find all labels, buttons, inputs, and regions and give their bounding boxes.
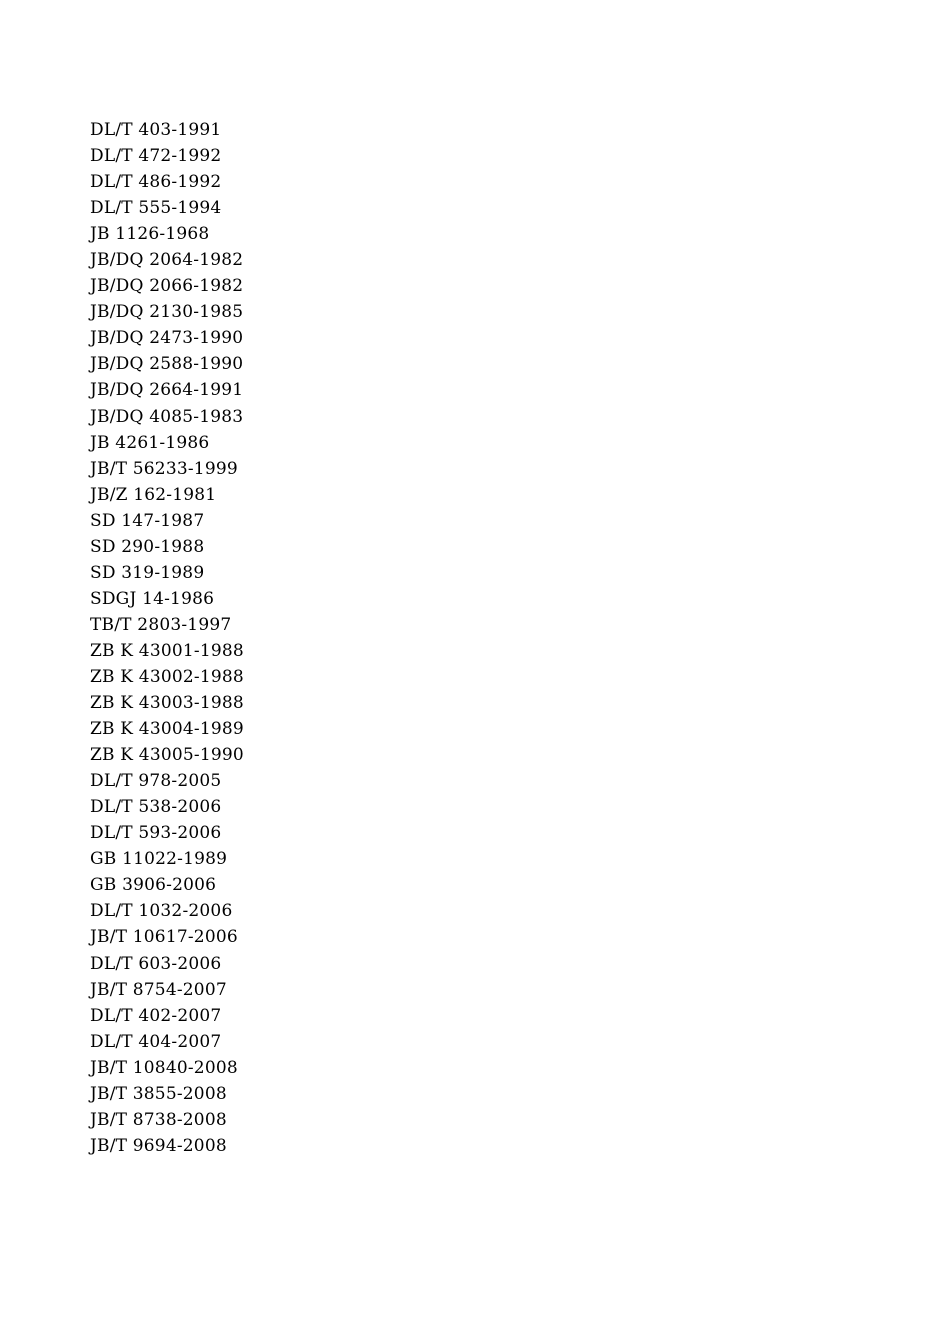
list-item: ZB K 43002-1988 (90, 666, 244, 687)
list-item: JB/DQ 2130-1985 (90, 302, 244, 323)
list-item: JB 1126-1968 (90, 224, 210, 245)
list-item: ZB K 43001-1988 (90, 640, 244, 661)
list-item: JB/T 10840-2008 (90, 1057, 238, 1078)
list-item: SD 290-1988 (90, 536, 205, 557)
list-item: JB/DQ 2664-1991 (90, 380, 244, 401)
list-item: DL/T 538-2006 (90, 797, 222, 818)
standard-code-list (90, 117, 244, 1159)
list-item: DL/T 402-2007 (90, 1005, 222, 1026)
list-item: SD 319-1989 (90, 562, 205, 583)
list-item: DL/T 472-1992 (90, 146, 222, 167)
list-item: JB 4261-1986 (90, 432, 210, 453)
list-item: JB/T 9694-2008 (90, 1135, 227, 1156)
list-item: JB/T 10617-2006 (90, 927, 238, 948)
list-item: DL/T 1032-2006 (90, 901, 233, 922)
list-item: JB/T 3855-2008 (90, 1083, 227, 1104)
list-item: DL/T 486-1992 (90, 172, 222, 193)
list-item: GB 11022-1989 (90, 849, 228, 870)
list-item: SD 147-1987 (90, 510, 205, 531)
list-item: TB/T 2803-1997 (90, 614, 232, 635)
list-item: DL/T 403-1991 (90, 120, 222, 140)
list-item: JB/DQ 2473-1990 (90, 328, 244, 349)
list-item: SDGJ 14-1986 (90, 588, 215, 609)
list-item: ZB K 43005-1990 (90, 745, 244, 766)
list-item: DL/T 603-2006 (90, 953, 222, 974)
list-item: DL/T 404-2007 (90, 1031, 222, 1052)
list-item: JB/DQ 2588-1990 (90, 354, 244, 375)
list-item: DL/T 978-2005 (90, 771, 222, 792)
list-item: JB/Z 162-1981 (90, 484, 217, 505)
list-item: ZB K 43004-1989 (90, 719, 244, 740)
list-item: JB/T 8754-2007 (90, 979, 227, 1000)
list-item: JB/T 8738-2008 (90, 1109, 227, 1130)
list-item: JB/DQ 2064-1982 (90, 250, 244, 271)
list-item: GB 3906-2006 (90, 875, 217, 896)
list-item: JB/DQ 2066-1982 (90, 276, 244, 297)
list-item: DL/T 555-1994 (90, 198, 222, 219)
list-item: JB/DQ 4085-1983 (90, 406, 244, 427)
list-item: JB/T 56233-1999 (90, 458, 238, 479)
list-item: ZB K 43003-1988 (90, 693, 244, 714)
list-item: DL/T 593-2006 (90, 823, 222, 844)
